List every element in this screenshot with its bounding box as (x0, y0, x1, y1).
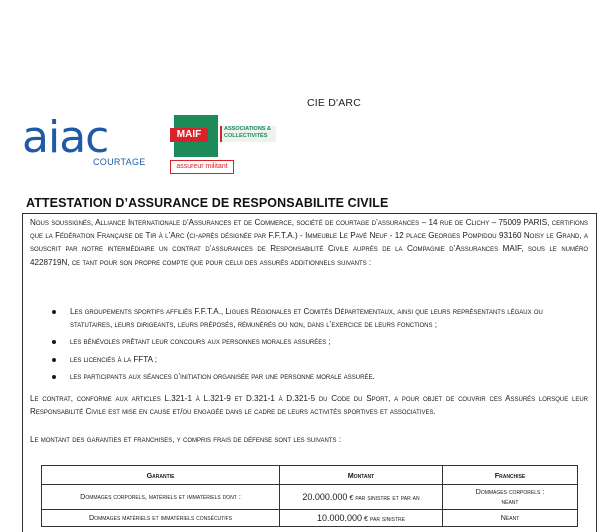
amounts-intro: Le montant des garanties et franchises, y compris frais de défense sont les suivants : (30, 435, 341, 444)
aiac-logo-subtitle: COURTAGE (93, 157, 146, 167)
cell-montant (280, 485, 443, 510)
montant-suffix: € par sinistre (364, 513, 405, 523)
header-montant: Montant (280, 466, 443, 485)
insured-list (50, 305, 585, 387)
aiac-logo (22, 112, 148, 167)
maif-logo-tag: MAIF (170, 128, 208, 142)
cell-franchise (443, 485, 578, 510)
aiac-logo-word: aiac (22, 112, 109, 163)
montant-suffix: € par sinistre et par an (349, 492, 420, 502)
list-item: les bénévoles prêtant leur concours aux personnes morales assurées ; (50, 335, 585, 348)
header-franchise: Franchise (443, 466, 578, 485)
cell-franchise (443, 510, 578, 527)
guarantees-table (41, 465, 578, 527)
cell-garantie: Dommages matériels et immatériels consécutifs (42, 510, 280, 527)
table-row (42, 510, 578, 527)
maif-logo-militant: assureur militant (170, 160, 234, 174)
maif-logo (170, 115, 274, 175)
franchise-line: Néant (500, 513, 520, 522)
document-title: ATTESTATION D’ASSURANCE DE RESPONSABILITE CIVILE (26, 196, 389, 210)
company-label: CIE D'ARC (307, 97, 361, 109)
maif-logo-associations: ASSOCIATIONS & COLLECTIVITÉS (220, 126, 276, 142)
intro-paragraph: Nous soussignés, Alliance Internationale d’Assurances et de Commerce, société de courtage d’assurances – 14 rue de Clichy – 75009 PARIS, certifions que la Fédération Française de Tir à l’Arc (ci-après désignée par F.F.T.A.) - Immeuble Le Pavé Neuf - 12 place Georges Pompidou 93160 Noisy le Grand, a souscrit par notre intermédiaire un contrat d’assurances de Responsabilité Civile auprès de la Compagnie d’Assurances MAIF, sous le numéro 4228719N, ce tant pour son propre compte que pour celui des assurés additionnels suivants : (30, 218, 588, 267)
table-row (42, 485, 578, 510)
contract-paragraph: Le contrat, conforme aux articles L.321-1 à L.321-9 et D.321-1 à D.321-5 du Code du Sport, a pour objet de couvrir ces Assurés lorsque leur Responsabilité Civile est mise en cause et/ou engagée dans le cadre de leurs activités sportives et associatives. (30, 394, 588, 417)
list-item: les licenciés à la FFTA ; (50, 353, 585, 366)
franchise-line: Dommages corporels : (475, 487, 545, 496)
cell-garantie: Dommages corporels, matériels et immatériels dont : (42, 485, 280, 510)
montant-amount: 10.000.000 (316, 512, 363, 523)
list-item: Les groupements sportifs affiliés F.F.T.A., Ligues Régionales et Comités Départementaux, ainsi que leurs représentants légaux ou statutaires, leurs dirigeants, leurs préposés, rémunérés ou non, dans l’exercice de leurs fonctions ; (50, 305, 585, 331)
list-item: les participants aux séances d’initiation organisée par une personne morale assurée. (50, 370, 585, 383)
table-header-row (42, 466, 578, 485)
franchise-line: néant (501, 497, 519, 506)
header-garantie: Garantie (42, 466, 280, 485)
montant-amount: 20.000.000 (302, 491, 348, 502)
cell-montant (280, 510, 443, 527)
